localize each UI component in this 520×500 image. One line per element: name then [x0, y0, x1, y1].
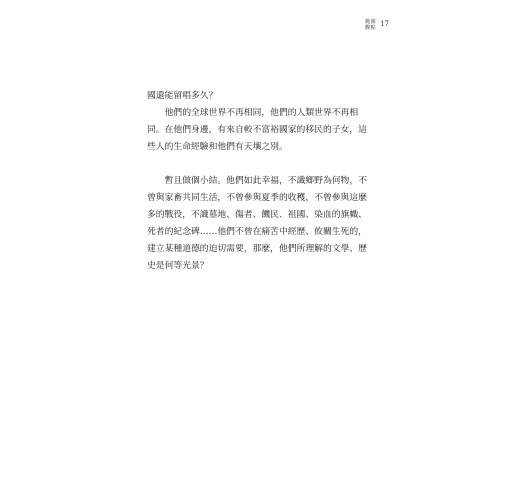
running-head-line-2: 觀點: [365, 25, 377, 31]
running-head: [365, 19, 376, 31]
text-line: 暫且做個小結。他們如此幸福，不識鄉野為何物，不: [164, 176, 367, 186]
page-number: 17: [380, 20, 389, 28]
text-line: 多的戰役，不識墓地、傷者、饑民、祖國、染血的旗幟、: [147, 210, 367, 220]
text-line: 同。在他們身邊，有來自較不富裕國家的移民的子女，這: [147, 125, 367, 135]
text-line: 曾與家畜共同生活，不曾參與夏季的收穫，不曾參與這麼: [147, 193, 367, 203]
paragraph-3: [147, 173, 375, 190]
text-line: 他們的全球世界不再相同，他們的人類世界不再相: [164, 108, 359, 118]
text-line: 死者的紀念碑……他們不曾在痛苦中經歷、攸關生死的，: [147, 227, 367, 237]
paragraph-3-continued: [147, 190, 375, 275]
paragraph-2-continued: [147, 122, 375, 156]
text-line: 建立某種道德的迫切需要，那麼，他們所理解的文學、歷: [147, 244, 367, 254]
text-line: 史是何等光景？: [147, 261, 209, 271]
paragraph-1: [147, 88, 375, 105]
body-text: [147, 88, 375, 275]
running-head-line-1: 範圍: [365, 19, 377, 25]
paragraph-2: [147, 105, 375, 122]
text-line: 些人的生命經驗和他們有天壤之別。: [147, 142, 288, 152]
text-line: 國還能留唱多久？: [147, 91, 218, 101]
page-header: [365, 19, 389, 31]
